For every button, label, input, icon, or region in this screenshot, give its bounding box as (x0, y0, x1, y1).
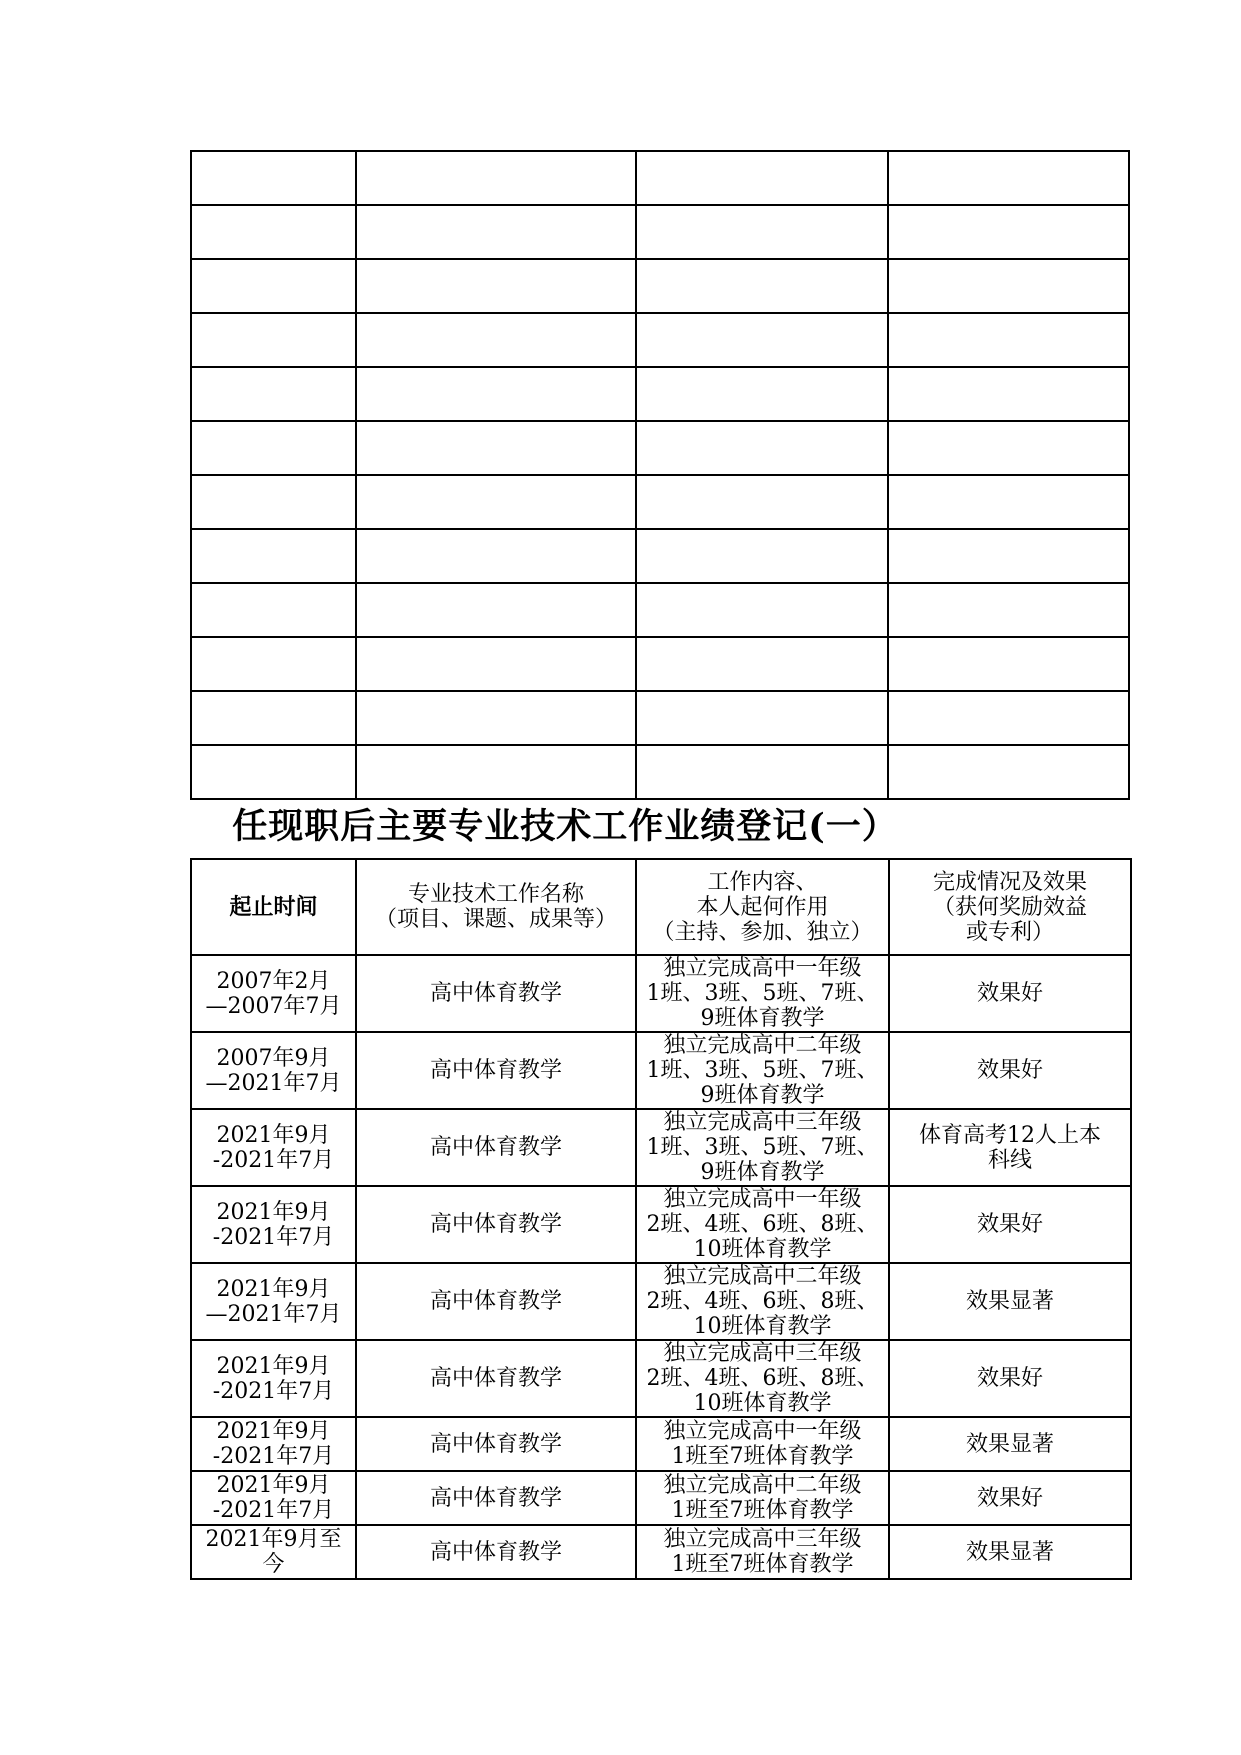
blank-cell (191, 367, 356, 421)
blank-cell (191, 313, 356, 367)
row-work-name: 高中体育教学 (356, 1525, 636, 1579)
row-role: 独立完成高中三年级 1班、3班、5班、7班、 9班体育教学 (636, 1109, 889, 1186)
row-work-name: 高中体育教学 (356, 1109, 636, 1186)
blank-cell (888, 367, 1129, 421)
blank-cell (636, 421, 888, 475)
table-row (191, 1525, 1131, 1579)
blank-cell (356, 529, 636, 583)
blank-cell (888, 151, 1129, 205)
blank-cell (888, 745, 1129, 799)
header-result: 完成情况及效果 （获何奖励效益 或专利） (889, 859, 1131, 955)
blank-cell (636, 313, 888, 367)
row-work-name: 高中体育教学 (356, 1263, 636, 1340)
blank-cell (191, 745, 356, 799)
blank-cell (636, 691, 888, 745)
blank-cell (356, 637, 636, 691)
table-row (191, 1186, 1131, 1263)
row-period: 2021年9月 -2021年7月 (191, 1471, 356, 1525)
table-row (191, 1340, 1131, 1417)
blank-cell (191, 151, 356, 205)
blank-cell (191, 583, 356, 637)
row-role: 独立完成高中一年级 1班至7班体育教学 (636, 1417, 889, 1471)
row-role: 独立完成高中二年级 2班、4班、6班、8班、 10班体育教学 (636, 1263, 889, 1340)
blank-cell (888, 691, 1129, 745)
blank-table-body (191, 151, 1129, 799)
blank-cell (636, 583, 888, 637)
blank-cell (636, 259, 888, 313)
blank-cell (191, 421, 356, 475)
row-role: 独立完成高中一年级 1班、3班、5班、7班、 9班体育教学 (636, 955, 889, 1032)
blank-cell (356, 745, 636, 799)
page-title: 任现职后主要专业技术工作业绩登记(一） (232, 806, 898, 847)
blank-row (191, 529, 1129, 583)
table-row (191, 1032, 1131, 1109)
blank-cell (191, 475, 356, 529)
blank-cell (191, 205, 356, 259)
row-result: 效果好 (889, 1032, 1131, 1109)
blank-cell (636, 529, 888, 583)
table-row (191, 955, 1131, 1032)
row-period: 2007年9月 —2021年7月 (191, 1032, 356, 1109)
row-period: 2021年9月 -2021年7月 (191, 1340, 356, 1417)
header-work-name: 专业技术工作名称 （项目、课题、成果等） (356, 859, 636, 955)
row-result: 效果显著 (889, 1263, 1131, 1340)
row-role: 独立完成高中一年级 2班、4班、6班、8班、 10班体育教学 (636, 1186, 889, 1263)
row-period: 2021年9月至 今 (191, 1525, 356, 1579)
row-work-name: 高中体育教学 (356, 1032, 636, 1109)
blank-cell (888, 583, 1129, 637)
row-role: 独立完成高中三年级 2班、4班、6班、8班、 10班体育教学 (636, 1340, 889, 1417)
row-role: 独立完成高中三年级 1班至7班体育教学 (636, 1525, 889, 1579)
row-work-name: 高中体育教学 (356, 1417, 636, 1471)
blank-cell (191, 259, 356, 313)
row-work-name: 高中体育教学 (356, 955, 636, 1032)
blank-cell (888, 205, 1129, 259)
header-period: 起止时间 (191, 859, 356, 955)
blank-cell (191, 691, 356, 745)
achievement-record-table (190, 858, 1132, 1580)
row-period: 2021年9月 -2021年7月 (191, 1186, 356, 1263)
row-role: 独立完成高中二年级 1班、3班、5班、7班、 9班体育教学 (636, 1032, 889, 1109)
blank-cell (356, 583, 636, 637)
row-work-name: 高中体育教学 (356, 1340, 636, 1417)
row-period: 2021年9月 —2021年7月 (191, 1263, 356, 1340)
blank-cell (356, 151, 636, 205)
blank-row (191, 259, 1129, 313)
row-work-name: 高中体育教学 (356, 1186, 636, 1263)
blank-row (191, 313, 1129, 367)
row-result: 效果显著 (889, 1525, 1131, 1579)
blank-row (191, 421, 1129, 475)
blank-row (191, 367, 1129, 421)
row-period: 2007年2月 —2007年7月 (191, 955, 356, 1032)
row-result: 体育高考12人上本 科线 (889, 1109, 1131, 1186)
blank-cell (356, 691, 636, 745)
table-row (191, 1109, 1131, 1186)
blank-cell (356, 205, 636, 259)
row-role: 独立完成高中二年级 1班至7班体育教学 (636, 1471, 889, 1525)
blank-cell (888, 475, 1129, 529)
row-result: 效果显著 (889, 1417, 1131, 1471)
blank-cell (636, 205, 888, 259)
blank-row (191, 637, 1129, 691)
table-row (191, 1263, 1131, 1340)
row-result: 效果好 (889, 1186, 1131, 1263)
row-period: 2021年9月 -2021年7月 (191, 1109, 356, 1186)
blank-cell (356, 421, 636, 475)
blank-cell (636, 475, 888, 529)
blank-cell (356, 259, 636, 313)
blank-row (191, 205, 1129, 259)
blank-cell (888, 637, 1129, 691)
blank-cell (888, 529, 1129, 583)
blank-cell (356, 313, 636, 367)
blank-row (191, 475, 1129, 529)
row-work-name: 高中体育教学 (356, 1471, 636, 1525)
table-row (191, 1471, 1131, 1525)
blank-row (191, 151, 1129, 205)
blank-record-table (190, 150, 1130, 800)
row-period: 2021年9月 -2021年7月 (191, 1417, 356, 1471)
table-row (191, 1417, 1131, 1471)
blank-cell (356, 367, 636, 421)
header-role: 工作内容、 本人起何作用 （主持、参加、独立） (636, 859, 889, 955)
blank-row (191, 583, 1129, 637)
blank-cell (191, 637, 356, 691)
blank-cell (636, 745, 888, 799)
table-header-row (191, 859, 1131, 955)
blank-row (191, 691, 1129, 745)
blank-cell (636, 637, 888, 691)
row-result: 效果好 (889, 955, 1131, 1032)
blank-cell (636, 151, 888, 205)
blank-cell (636, 367, 888, 421)
row-result: 效果好 (889, 1340, 1131, 1417)
blank-cell (191, 529, 356, 583)
blank-cell (356, 475, 636, 529)
blank-cell (888, 313, 1129, 367)
blank-row (191, 745, 1129, 799)
row-result: 效果好 (889, 1471, 1131, 1525)
blank-cell (888, 259, 1129, 313)
blank-cell (888, 421, 1129, 475)
